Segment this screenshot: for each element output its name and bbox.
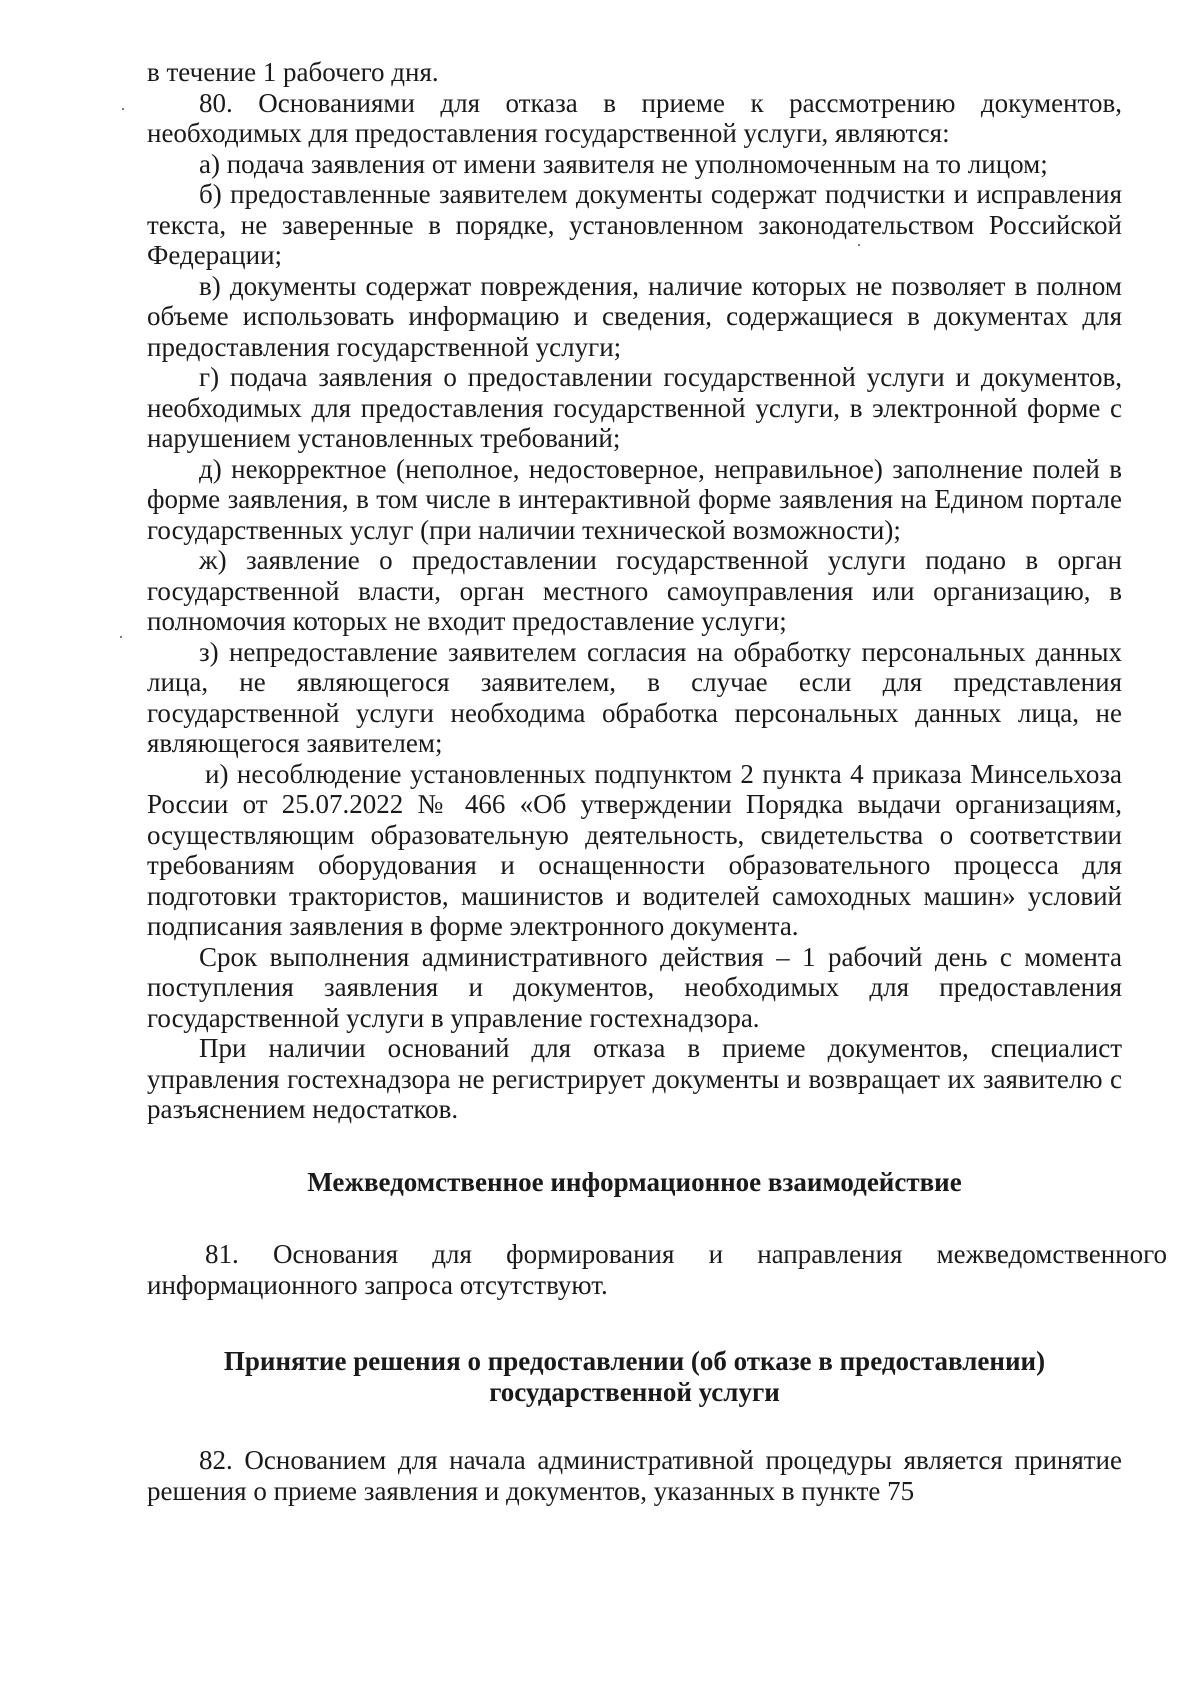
paragraph-80: 80. Основаниями для отказа в приеме к рассмотрению документов, необходимых для предоставления государственной услуги, являются: [147,87,1122,148]
paragraph-80-a: а) подача заявления от имени заявителя не уполномоченным на то лицом; [199,148,1048,179]
scan-speck [120,636,122,638]
paragraph-80-i: и) несоблюдение установленных подпунктом 2 пункта 4 приказа Минсельхоза России от 25.07.2022 № 466 «Об утверждении Порядка выдачи организациям, осуществляющим образовательную деятельность, свидетельства о соответствии требованиям оборудования и оснащенности образовательного процесса для подготовки трактористов, машинистов и водителей самоходных машин» условий подписания заявления в форме электронного документа. [147,758,1122,941]
scan-speck [122,108,124,110]
document-page [147,57,1167,1506]
paragraph-nalichie: При наличии оснований для отказа в приеме документов, специалист управления гостехнадзора не регистрирует документы и возвращает их заявителю с разъяснением недостатков. [147,1033,1122,1124]
section-heading-decision: Принятие решения о предоставлении (об отказе в предоставлении) государственной услуги [223,1346,1046,1407]
paragraph-intro: в течение 1 рабочего дня. [147,57,439,87]
paragraph-80-b: б) предоставленные заявителем документы содержат подчистки и исправления текста, не заверенные в порядке, установленном законодательством Российской Федерации; [147,179,1122,270]
paragraph-82: 82. Основанием для начала административной процедуры является принятие решения о приеме заявления и документов, указанных в пункте 75 [147,1445,1122,1506]
paragraph-81: 81. Основания для формирования и направления межведомственного информационного запроса отсутствуют. [147,1239,1167,1300]
section-heading-interdepartmental: Межведомственное информационное взаимодействие [307,1166,962,1197]
paragraph-80-z: з) непредоставление заявителем согласия на обработку персональных данных лица, не являющегося заявителем, в случае если для представления государственной услуги необходима обработка персональных данных лица, не являющегося заявителем; [147,636,1122,758]
scan-speck [858,244,860,246]
paragraph-80-zh: ж) заявление о предоставлении государственной услуги подано в орган государственной власти, орган местного самоуправления или организацию, в полномочия которых не входит предоставление услуги; [147,545,1122,636]
paragraph-80-d: д) некорректное (неполное, недостоверное, неправильное) заполнение полей в форме заявления, в том числе в интерактивной форме заявления на Едином портале государственных услуг (при наличии технической возможности); [147,453,1122,545]
paragraph-srok: Срок выполнения административного действия – 1 рабочий день с момента поступления заявления и документов, необходимых для предоставления государственной услуги в управление гостехнадзора. [147,941,1122,1033]
paragraph-80-g: г) подача заявления о предоставлении государственной услуги и документов, необходимых для предоставления государственной услуги, в электронной форме с нарушением установленных требований; [147,362,1122,453]
paragraph-80-v: в) документы содержат повреждения, наличие которых не позволяет в полном объеме использовать информацию и сведения, содержащиеся в документах для предоставления государственной услуги; [147,270,1122,362]
